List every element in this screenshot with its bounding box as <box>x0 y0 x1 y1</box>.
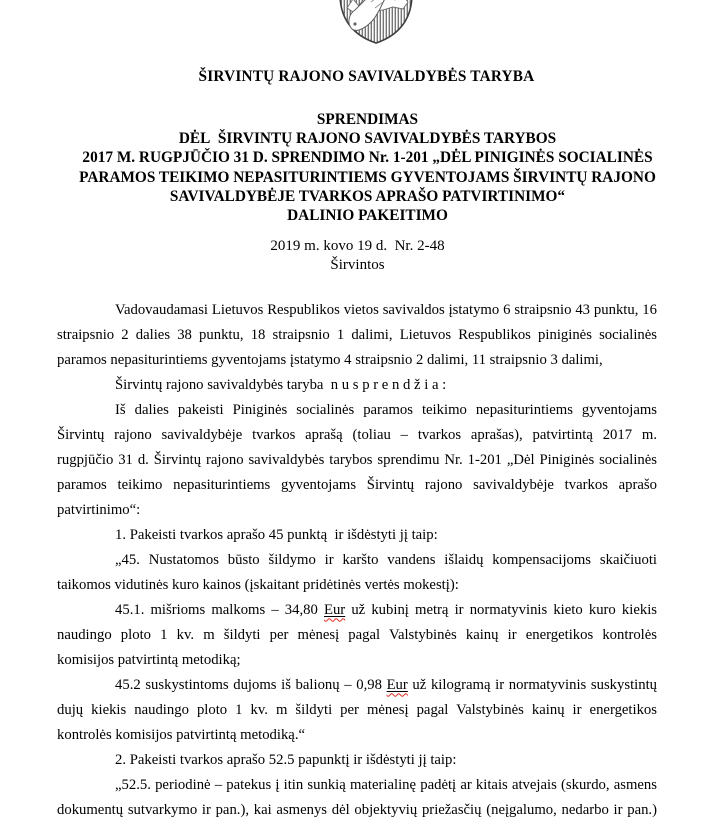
body-line <box>57 423 657 448</box>
text-run: komisijos patvirtintą metodiką; <box>57 651 241 668</box>
text-run: dujų kiekis naudingo ploto 1 kv. m šildyti per mėnesį pagal Valstybinės kainų ir energetikos <box>57 701 657 718</box>
text-run: Širvintų rajono savivaldybės taryba n u s p r e n d ž i a : <box>115 376 447 393</box>
body-line <box>57 673 657 698</box>
document-body <box>57 298 657 818</box>
text-run: paramos teikimo nepasiturintiems gyventojams Širvintų rajono savivaldybėje tvarkos aprašo <box>57 476 657 493</box>
text-run: „52.5. periodinė – patekus į itin sunkią materialinę padėtį ar kitais atvejais (skurdo, asmens <box>115 776 657 793</box>
date-number: 2019 m. kovo 19 d. Nr. 2-48 <box>270 238 445 255</box>
body-line <box>57 723 657 748</box>
body-line <box>57 623 657 648</box>
body-line <box>57 498 657 523</box>
decision-title <box>0 110 705 225</box>
dateline <box>0 237 705 275</box>
body-line <box>57 698 657 723</box>
text-run: straipsnio 2 dalies 38 punktu, 18 straipsnio 1 dalimi, Lietuvos Respublikos piniginės socialinės <box>57 326 657 343</box>
text-run: 45.2 suskystintoms dujoms iš balionų – 0,98 <box>115 676 387 693</box>
decision-title-line: SAVIVALDYBĖJE TVARKOS APRAŠO PATVIRTINIMO“ <box>169 187 566 205</box>
text-run: rugpjūčio 31 d. Širvintų rajono savivaldybės tarybos sprendimu Nr. 1-201 „Dėl Piniginės socialinės <box>57 451 657 468</box>
paragraph <box>57 748 657 773</box>
text-run: Širvintų rajono savivaldybėje tvarkos aprašą (toliau – tvarkos aprašas), patvirtintą 2017 m. <box>57 426 657 443</box>
body-line <box>57 398 657 423</box>
text-run: kontrolės komisijos patvirtintą metodiką.“ <box>57 726 306 743</box>
text-run: „45. Nustatomos būsto šildymo ir karšto vandens išlaidų kompensacijoms skaičiuoti <box>115 551 657 568</box>
misspelled-word <box>324 602 345 618</box>
body-line <box>57 298 657 323</box>
spellcheck-underline: Eur <box>323 601 346 618</box>
paragraph <box>57 673 657 748</box>
organization-title: ŠIRVINTŲ RAJONO SAVIVALDYBĖS TARYBA <box>198 68 535 85</box>
body-line <box>57 348 657 373</box>
text-run: 45.1. mišrioms malkoms – 34,80 <box>115 601 324 618</box>
body-line <box>57 748 657 773</box>
decision-title-line: SPRENDIMAS <box>316 111 419 128</box>
paragraph <box>57 548 657 598</box>
body-line <box>57 373 657 398</box>
text-run: už kubinį metrą ir normatyvinis kieto kuro kiekis <box>345 601 657 618</box>
text-run: naudingo ploto 1 kv. m šildyti per mėnesį pagal Valstybinės kainų ir energetikos kontrolės <box>57 626 657 643</box>
paragraph <box>57 598 657 673</box>
text-run: 2. Pakeisti tvarkos aprašo 52.5 papunktį ir išdėstyti jį taip: <box>115 751 457 768</box>
paragraph <box>57 373 657 398</box>
body-line <box>57 323 657 348</box>
body-line <box>57 473 657 498</box>
text-run: Vadovaudamasi Lietuvos Respublikos vietos savivaldos įstatymo 6 straipsnio 43 punktu, 16 <box>115 301 657 318</box>
decision-title-line: DĖL ŠIRVINTŲ RAJONO SAVIVALDYBĖS TARYBOS <box>178 130 557 148</box>
text-run: dokumentų sutvarkymo ir pan.), kai asmenys dėl objektyvių priežasčių (neįgalumo, nedarbo ir pan.) <box>57 801 657 818</box>
body-line <box>57 598 657 623</box>
coat-of-arms-icon <box>337 0 415 46</box>
text-run: paramos nepasiturintiems gyventojams įstatymo 4 straipsnio 2 dalimi, 11 straipsnio 3 dalimi, <box>57 351 603 368</box>
text-run: už kilogramą ir normatyvinis suskystintų <box>407 676 657 693</box>
body-line <box>57 573 657 598</box>
body-line <box>57 548 657 573</box>
text-run: Iš dalies pakeisti Piniginės socialinės paramos teikimo nepasiturintiems gyventojams <box>115 401 657 418</box>
coat-of-arms <box>337 0 415 46</box>
decision-title-line: PARAMOS TEIKIMO NEPASITURINTIEMS GYVENTOJAMS ŠIRVINTŲ RAJONO <box>79 168 656 186</box>
misspelled-word <box>387 677 408 693</box>
body-line <box>57 798 657 818</box>
paragraph <box>57 523 657 548</box>
decision-title-line: 2017 M. RUGPJŪČIO 31 D. SPRENDIMO Nr. 1-201 „DĖL PINIGINĖS SOCIALINĖS <box>82 149 653 167</box>
text-run: patvirtinimo“: <box>57 501 141 518</box>
paragraph <box>57 773 657 818</box>
body-line <box>57 523 657 548</box>
paragraph <box>57 398 657 523</box>
body-line <box>57 648 657 673</box>
decision-title-line: DALINIO PAKEITIMO <box>287 207 448 225</box>
text-run: taikomos vidutinės kuro kainos (įskaitant pridėtinės vertės mokestį): <box>57 576 459 593</box>
text-run: 1. Pakeisti tvarkos aprašo 45 punktą ir išdėstyti jį taip: <box>115 526 438 543</box>
paragraph <box>57 298 657 373</box>
body-line <box>57 448 657 473</box>
place-name: Širvintos <box>330 257 385 274</box>
spellcheck-underline: Eur <box>386 676 408 693</box>
body-line <box>57 773 657 798</box>
